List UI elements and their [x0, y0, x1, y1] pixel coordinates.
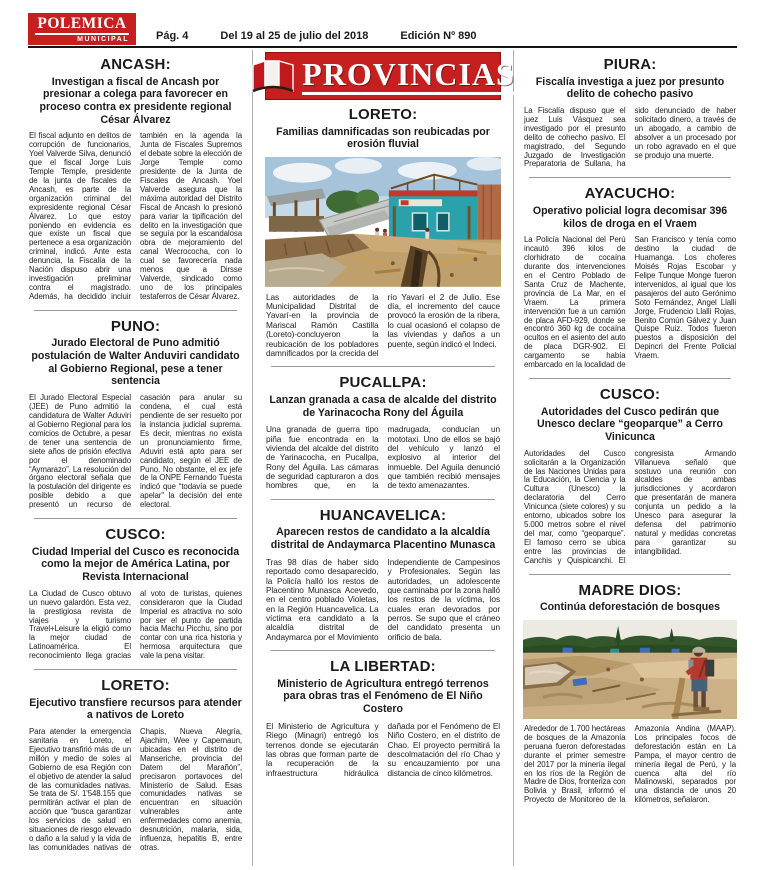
date-range: Del 19 al 25 de julio del 2018: [220, 30, 369, 42]
article-title: AYACUCHO:: [584, 185, 676, 203]
article-subtitle: Ciudad Imperial del Cusco es reconocida como la mejor de América Latina, por Revista Internacional: [31, 545, 240, 584]
article-madre-dios: [523, 583, 737, 806]
article-subtitle: Investigan a fiscal de Ancash por presionar a colega para favorecer en proceso contra ex presidente regional César Álvarez: [39, 75, 232, 126]
article-body: Las autoridades de la Municipalidad Distrital de Yavarí-en la provincia de Mariscal Ramón Castilla (Loreto)-concluyeron la reubicación de los pobladores damnificados por la crecida del río Yavarí el 2 de Julio. Ese día, el incremento del cauce provocó la erosión de la ribera, lo cual ocasionó el colapso de las viviendas y daños a un puente, según indicó el Indeci.: [266, 291, 500, 358]
article-subtitle: Fiscalía investiga a juez por presunto delito de cohecho pasivo: [535, 75, 725, 101]
article-title: PUCALLPA:: [339, 374, 427, 392]
article-subtitle: Autoridades del Cusco pedirán que Unesco declare “geoparque” a Cerro Vinicunca: [536, 405, 724, 443]
page-number: Pág. 4: [156, 30, 189, 42]
article-subtitle: Ejecutivo transfiere recursos para atender a nativos de Loreto: [29, 696, 242, 722]
column-right: [514, 50, 737, 866]
provincias-banner: [265, 52, 515, 100]
article-loreto-erosion: [265, 107, 501, 358]
article-title: PUNO:: [110, 317, 161, 335]
article-cusco-geoparque: [523, 387, 737, 566]
article-divider: [529, 574, 731, 575]
article-title: LA LIBERTAD:: [330, 658, 436, 676]
article-title: MADRE DIOS:: [578, 581, 682, 599]
peru-flag-book-icon: [251, 59, 295, 93]
article-divider: [34, 518, 237, 519]
article-body: Autoridades del Cusco solicitarán a la Organización de las Naciones Unidas para la Educación, la Ciencia y la Cultura (Unesco) la declaratoria del Cerro Vinicunca (siete colores) y su entorno, ubicados sobre los 5.000 metros sobre el nivel del mar, como “geoparque”. El famoso cerro se ubica entre las provincias de Canchis y Quispicanchi. El congresista Armando Villanueva señaló que sostuvo una reunión con alcaldes de ambas jurisdicciones y acordaron que presentarán de manera conjunta un pedido a la Unesco para asegurar la defensa del patrimonio natural y medidas concretas para garantizar su intangibilidad.: [524, 448, 736, 565]
article-subtitle: Ministerio de Agricultura entregó terrenos para obras tras el Fenómeno de El Niño Costero: [277, 677, 489, 716]
article-subtitle: Aparecen restos de candidato a la alcaldía distrital de Andaymarca Placentino Munasca: [270, 526, 496, 552]
article-title: LORETO:: [101, 677, 170, 695]
article-cusco-city: [28, 527, 243, 661]
article-divider: [271, 366, 495, 367]
article-title: PIURA:: [603, 56, 657, 73]
article-body: La Fiscalía dispuso que el juez Luis Vásquez sea investigado por el presunto delito de cohecho pasivo. El magistrado, del Segundo Juzgado de Investigación Preparatoria de Sullana, ha sido denunciado de haber solicitado dinero, a través de un abogado, a cambio de absolver a un procesado por un robo agravado en el que se produjo una muerte.: [524, 105, 736, 169]
article-divider: [529, 378, 731, 379]
article-huancavelica: [265, 508, 501, 642]
article-piura: [523, 57, 737, 169]
banner-title: PROVINCIAS: [302, 58, 515, 95]
header-rule: [28, 46, 737, 48]
article-title: ANCASH:: [100, 56, 171, 73]
article-divider: [34, 669, 237, 670]
article-ayacucho: [523, 186, 737, 370]
edition-number: Edición Nº 890: [400, 30, 477, 42]
page-content: [28, 50, 737, 866]
article-subtitle: Familias damnificadas son reubicadas por erosión fluvial: [276, 125, 490, 151]
article-divider: [271, 650, 495, 651]
article-title: CUSCO:: [599, 386, 661, 404]
article-subtitle: Lanzan granada a casa de alcalde del distrito de Yarinacocha Rony del Águila: [269, 393, 497, 419]
page-header: [28, 12, 737, 45]
flood-erosion-photo: [265, 157, 501, 287]
article-la-libertad: [265, 659, 501, 778]
article-subtitle: Operativo policial logra decomisar 396 kilos de droga en el Vraem: [532, 204, 728, 230]
article-title: LORETO:: [348, 106, 418, 123]
article-title: CUSCO:: [105, 526, 166, 544]
article-ancash: [28, 57, 243, 302]
article-body: El Ministerio de Agricultura y Riego (Minagri) entregó los terrenos donde se ejecutarán las obras que forman parte de la recuperación de la infraestructura hidráulica dañada por el Fenómeno de El Niño Costero, en el distrito de Chao. El proyecto permitirá la descolmatación del río Chao y su encauzamiento por una distancia de cinco kilómetros.: [266, 720, 500, 778]
article-body: La Ciudad de Cusco obtuvo un nuevo galardón. Esta vez, la prestigiosa revista de viajes y turismo Travel+Leisure la eligió como la mejor ciudad de Latinoamérica. El reconocimiento llega gracias al voto de turistas, quienes consideraron que la Ciudad Imperial es atractiva no solo por ser el punto de partida hacia Machu Picchu, sino por contar con una rica historia y hermosa arquitectura que vale la pena visitar.: [29, 588, 242, 661]
article-body: El fiscal adjunto en delitos de corrupción de funcionarios, Yoel Valverde Silva, denunció que el fiscal Jorge Luis Temple Temple, presidente de la junta de fiscales de Ancash, es parte de la organización criminal del expresidente regional César Álvarez. Lo que estoy poniendo en evidencia es que existe un fiscal que pertenece a esa organización criminal, indicó. Ante esta denuncia, la Fiscalía de la Nación dispuso abrir una investigación preliminar contra el magistrado. Además, ha decidido incluir también en la agenda la Junta de Fiscales Supremos el debate sobre la elección de Jorge Temple como presidente de la Junta de Fiscales de Ancash. Yoel Valverde asegura que la máxima autoridad del Distrito Fiscal de Ancash lo presionó para variar la tipificación del delito en la investigación que se seguía por la escandalosa obra de mejoramiento del canal Wecrococha, con lo cual se favorecería nada menos que a Dirsse Valverde, sindicado como uno de los principales testaferros de César Álvarez.: [29, 131, 242, 301]
article-title: HUANCAVELICA:: [319, 506, 447, 524]
column-left: [28, 50, 252, 866]
polemica-logo: [28, 13, 136, 45]
article-body: El Jurado Electoral Especial (JEE) de Puno admitió la candidatura de Walter Aduviri al Gobierno Regional para los comicios de Octubre, a pesar de tener una sentencia de siete años de prisión efectiva por el denominado “Aymarazo”. La resolución del órgano electoral señala que la postulación del dirigente es posible debido a que presentó un recurso de casación para anular su condena, el cual está pendiente de ser resuelto por la instancia judicial suprema. Es decir, mientras no exista un pronunciamiento firme, Aduviri está apto para ser candidato, según el JEE de Puno. No obstante, el ex jefe de la ONPE Fernando Tuesta indicó que “todavía se puede apelar” la decisión del ente electoral.: [29, 393, 242, 510]
column-middle: [252, 50, 514, 866]
header-meta: [156, 30, 477, 45]
deforestation-photo: [523, 620, 737, 719]
article-subtitle: Jurado Electoral de Puno admitió postulación de Walter Anduviri candidato al Gobierno Regional, pese a tener sentencia: [31, 337, 240, 388]
article-body: Para atender la emergencia sanitaria en Loreto, el Ejecutivo transfirió más de un millón y medio de soles al Gobierno de esa Región con el objetivo de atender la salud de las comunidades nativas. Se trata de S/. 1'548.155 que permitirán activar el plan de acción que “busca garantizar los servicios de salud en situaciones de riesgo elevado o daño a la salud y la vida de las comunidades nativas de Chapis, Nueva Alegría, Ajachim, Wee y Capernaun, ubicadas en el distrito de Manseriche, provincia del Datem del Marañón”, precisaron portavoces del Ministerio de Salud. Esas comunidades nativas se encuentran en situación vulnerables ante enfermedades como anemia, desnutrición, malaria, sida, influenza, hepatitis B, entre otras.: [29, 727, 242, 852]
article-divider: [34, 310, 237, 311]
article-puno: [28, 319, 243, 510]
article-body: La Policía Nacional del Perú incautó 396 kilos de clorhidrato de cocaína durante dos intervenciones en el Centro Poblado de Santa Cruz de Machente, provincia de La Mar, en el Vraem. La primera intervención fue a un camión de placa AFD-929, donde se encontró 360 kg de cocaína ocultos en el asiento del auto de placa DGR-902. El cargamento se había embarcado en la localidad de San Francisco y tenía como destino la ciudad de Huamanga. Los choferes Moisés Rojas Escobar y Felipe Tunque Monge fueron intervenidos, al igual que los pasajeros del auto Gerónimo Soto Fernández, Angel Llalli Jorge, Frudencio Llalli Rojas, Benito Común Gálvez y Juan Quispe Ruiz. Todos fueron puestos a disposición del Depincri del Frente Policial Vraem.: [524, 235, 736, 370]
logo-title: POLEMICA: [35, 16, 129, 35]
article-body: Tras 98 días de haber sido reportado como desaparecido, la Policía halló los restos de Placentino Munasca Acevedo, en el centro poblado Violetas, en la Región Huancavelica. La víctima era candidato a la alcaldía distrital de Andaymarca por el Movimiento Independiente de Campesinos y Profesionales. Según las autoridades, un adolescente que caminaba por la zona halló los restos de la víctima, los cuales eran devorados por perros. Se supo que el cráneo del candidato presenta un orificio de bala.: [266, 556, 500, 642]
article-pucallpa: [265, 375, 501, 491]
article-body: Alrededor de 1.700 hectáreas de bosques de la Amazonía peruana fueron deforestadas durante el primer semestre del 2017 por la minería ilegal en los ríos de la Región de Madre de Dios, fronteriza con Bolivia y Brasil, informó el Proyecto de Monitoreo de la Amazonía Andina (MAAP). Los principales focos de deforestación están en La Pampa, el mayor centro de minería ilegal de Perú, y la cuenca alta del río Malinowski, separados por una distancia de unos 20 kilómetros, señalaron.: [524, 723, 736, 805]
article-loreto-recursos: [28, 678, 243, 853]
article-body: Una granada de guerra tipo piña fue encontrada en la vivienda del alcalde del distrito de Yarinacocha, en Pucallpa, Rony del Águila. Las cámaras de seguridad capturaron a dos hombres que, en la madrugada, conducían un mototaxi. Uno de ellos se bajó del vehículo y lanzó el explosivo al interior del inmueble. Del Aguila denunció que también recibió mensajes de texto amenazantes.: [266, 424, 500, 491]
logo-subtitle: MUNICIPAL: [77, 35, 129, 43]
article-divider: [529, 177, 731, 178]
article-subtitle: Continúa deforestación de bosques: [539, 601, 721, 614]
article-divider: [271, 499, 495, 500]
